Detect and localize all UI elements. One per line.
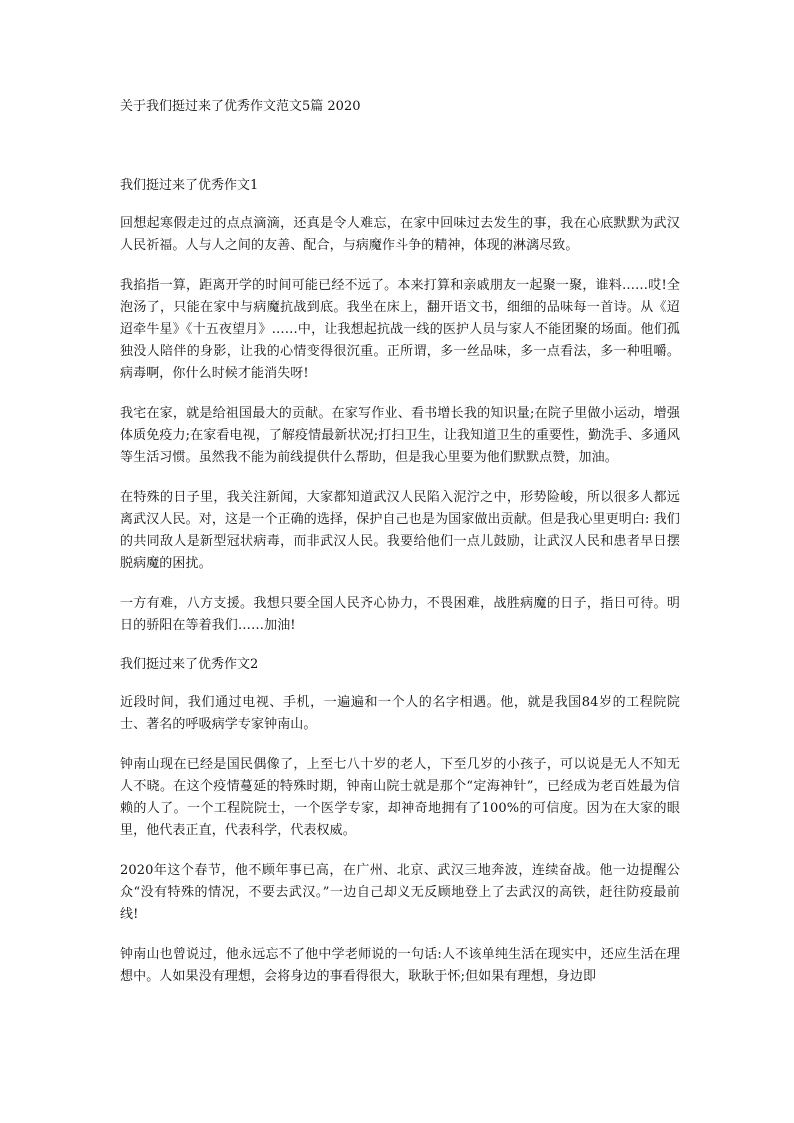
paragraph: 钟南山现在已经是国民偶像了，上至七八十岁的老人，下至几岁的小孩子，可以说是无人不知无人不晓。在这个疫情蔓延的特殊时期，钟南山院士就是那个“定海神针”，已经成为老百姓最为信赖的人了。一个工程院院士，一个医学专家，却神奇地拥有了100%的可信度。因为在大家的眼里，他代表正直，代表科学，代表权威。	[120, 757, 680, 838]
paragraph: 钟南山也曾说过，他永远忘不了他中学老师说的一句话:人不该单纯生活在现实中，还应生活在理想中。人如果没有理想，会将身边的事看得很大，耿耿于怀;但如果有理想，身边即	[120, 947, 680, 984]
document-body	[120, 176, 680, 1006]
paragraph: 在特殊的日子里，我关注新闻，大家都知道武汉人民陷入泥泞之中，形势险峻，所以很多人都远离武汉人民。对，这是一个正确的选择，保护自己也是为国家做出贡献。但是我心里更明白: 我们的共同敌人是新型冠状病毒，而非武汉人民。我要给他们一点儿鼓励，让武汉人民和患者早日摆脱病魔的困扰。	[120, 490, 680, 571]
section-heading: 我们挺过来了优秀作文2	[120, 657, 259, 672]
paragraph: 近段时间，我们通过电视、手机，一遍遍和一个人的名字相遇。他，就是我国84岁的工程院院士、著名的呼吸病学专家钟南山。	[120, 695, 680, 732]
paragraph: 我宅在家，就是给祖国最大的贡献。在家写作业、看书增长我的知识量;在院子里做小运动，增强体质免疫力;在家看电视，了解疫情最新状况;打扫卫生，让我知道卫生的重要性，勤洗手、多通风等生活习惯。虽然我不能为前线提供什么帮助，但是我心里要为他们默默点赞，加油。	[120, 406, 680, 465]
document-title: 关于我们挺过来了优秀作文范文5篇 2020	[120, 99, 361, 114]
paragraph: 2020年这个春节，他不顾年事已高，在广州、北京、武汉三地奔波，连续奋战。他一边提醒公众“没有特殊的情况，不要去武汉。”一边自己却义无反顾地登上了去武汉的高铁，赶往防疫最前线!	[120, 863, 680, 922]
paragraph: 一方有难，八方支援。我想只要全国人民齐心协力，不畏困难，战胜病魔的日子，指日可待。明日的骄阳在等着我们……加油!	[120, 596, 680, 633]
paragraph: 我掐指一算，距离开学的时间可能已经不远了。本来打算和亲戚朋友一起聚一聚，谁料……哎!全泡汤了，只能在家中与病魔抗战到底。我坐在床上，翻开语文书，细细的品味每一首诗。从《迢迢牵牛星》《十五夜望月》……中，让我想起抗战一线的医护人员与家人不能团聚的场面。他们孤独没人陪伴的身影，让我的心情变得很沉重。正所谓，多一丝品味，多一点看法，多一种咀嚼。病毒啊，你什么时候才能消失呀!	[120, 278, 680, 381]
section-heading: 我们挺过来了优秀作文1	[120, 178, 259, 193]
paragraph: 回想起寒假走过的点点滴滴，还真是令人难忘，在家中回味过去发生的事，我在心底默默为武汉人民祈福。人与人之间的友善、配合，与病魔作斗争的精神，体现的淋漓尽致。	[120, 216, 680, 253]
